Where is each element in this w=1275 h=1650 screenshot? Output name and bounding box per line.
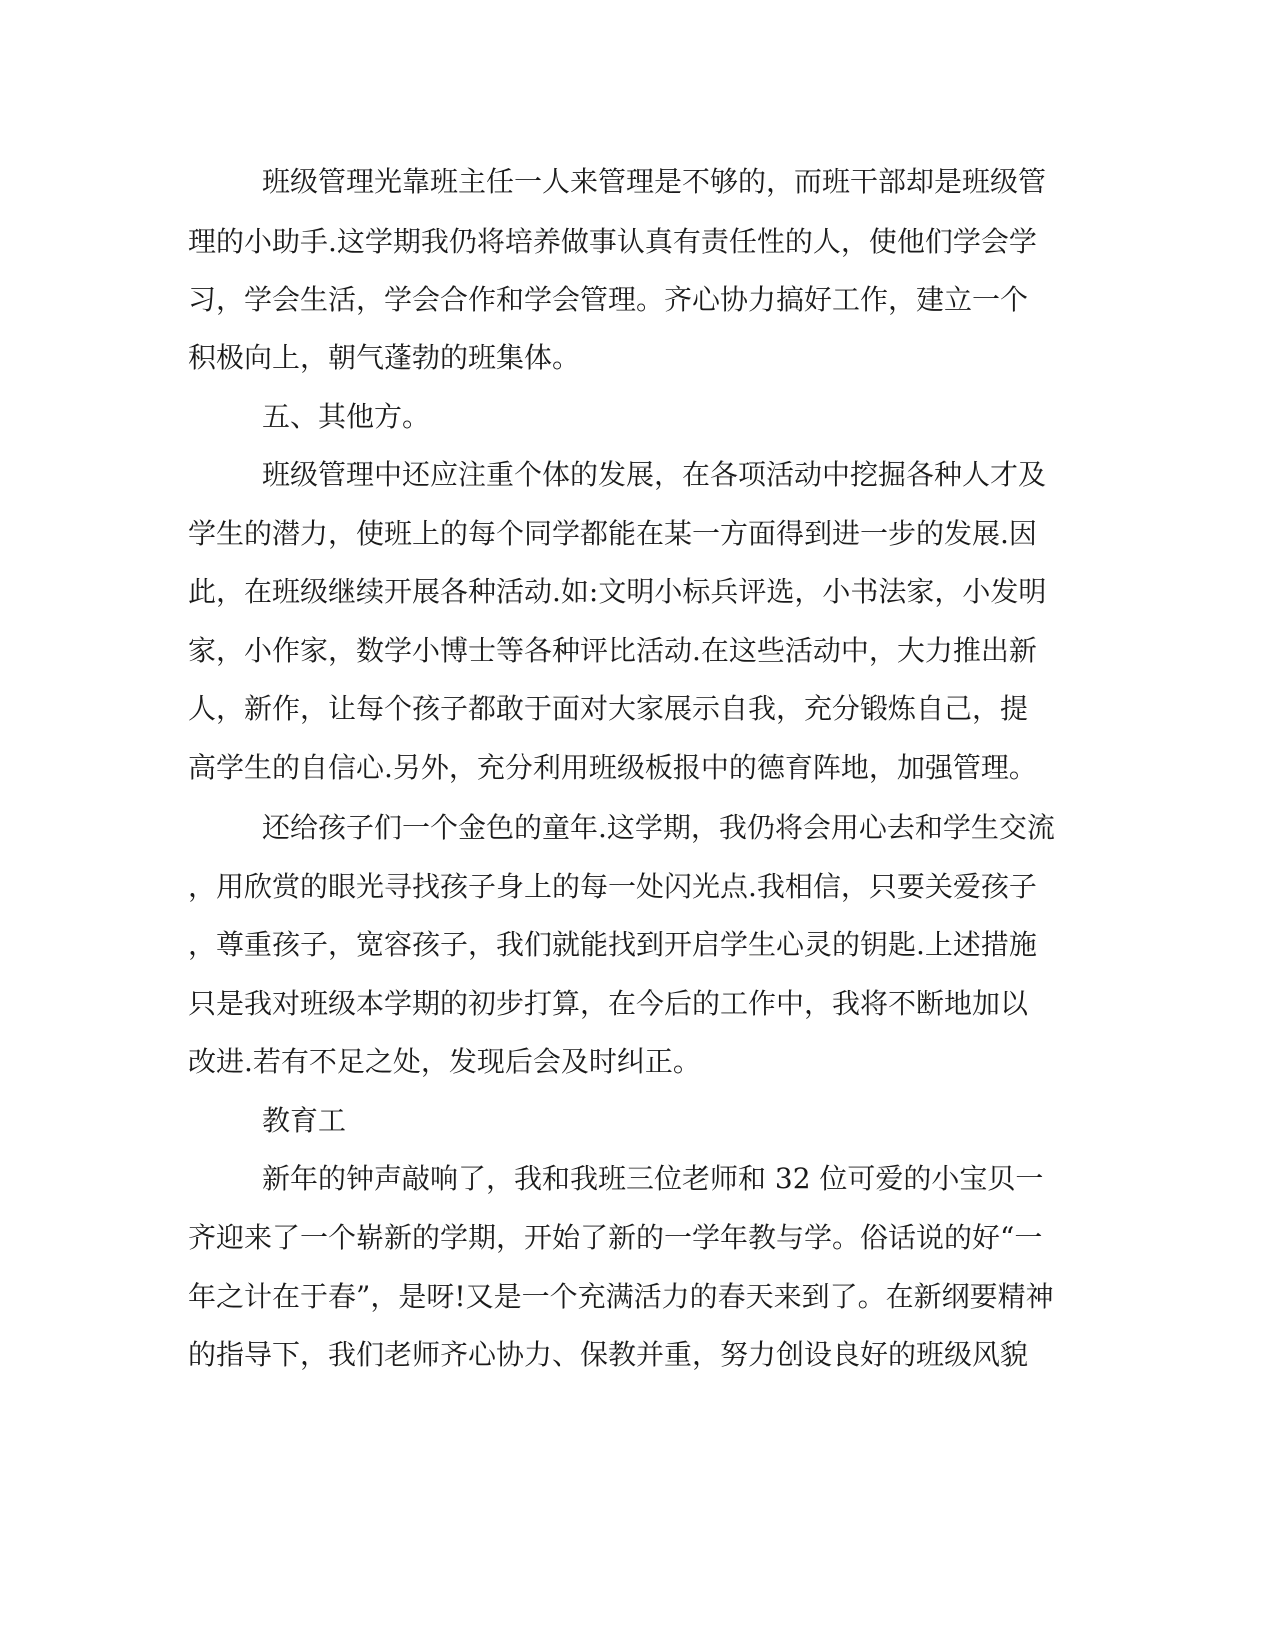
text-line: ，用欣赏的眼光寻找孩子身上的每一处闪光点.我相信，只要关爱孩子 — [188, 870, 1037, 903]
text-line: 新年的钟声敲响了，我和我班三位老师和 32 位可爱的小宝贝一 — [262, 1162, 1044, 1195]
text-line: 班级管理中还应注重个体的发展，在各项活动中挖掘各种人才及 — [262, 458, 1047, 491]
text-line: 改进.若有不足之处，发现后会及时纠正。 — [188, 1045, 701, 1078]
text-line: ，尊重孩子，宽容孩子，我们就能找到开启学生心灵的钥匙.上述措施 — [188, 928, 1037, 961]
text-line: 学生的潜力，使班上的每个同学都能在某一方面得到进一步的发展.因 — [188, 517, 1037, 550]
text-line: 家，小作家，数学小博士等各种评比活动.在这些活动中，大力推出新 — [188, 634, 1037, 667]
text-line: 积极向上，朝气蓬勃的班集体。 — [188, 341, 581, 374]
text-line: 班级管理光靠班主任一人来管理是不够的，而班干部却是班级管 — [262, 165, 1047, 198]
text-line: 理的小助手.这学期我仍将培养做事认真有责任性的人，使他们学会学 — [188, 225, 1037, 258]
text-line: 的指导下，我们老师齐心协力、保教并重，努力创设良好的班级风貌 — [188, 1338, 1029, 1371]
section-heading: 教育工 — [262, 1104, 347, 1137]
text-line: 习，学会生活，学会合作和学会管理。齐心协力搞好工作，建立一个 — [188, 283, 1029, 316]
text-line: 年之计在于春”，是呀!又是一个充满活力的春天来到了。在新纲要精神 — [188, 1280, 1054, 1313]
text-line: 高学生的自信心.另外，充分利用班级板报中的德育阵地，加强管理。 — [188, 751, 1037, 784]
text-line: 只是我对班级本学期的初步打算，在今后的工作中，我将不断地加以 — [188, 987, 1029, 1020]
text-line: 齐迎来了一个崭新的学期，开始了新的一学年教与学。俗话说的好“一 — [188, 1221, 1043, 1254]
text-line: 还给孩子们一个金色的童年.这学期，我仍将会用心去和学生交流 — [262, 811, 1055, 844]
text-line: 此，在班级继续开展各种活动.如:文明小标兵评选，小书法家，小发明 — [188, 575, 1047, 608]
section-heading: 五、其他方。 — [262, 400, 431, 433]
text-line: 人，新作，让每个孩子都敢于面对大家展示自我，充分锻炼自己，提 — [188, 692, 1029, 725]
